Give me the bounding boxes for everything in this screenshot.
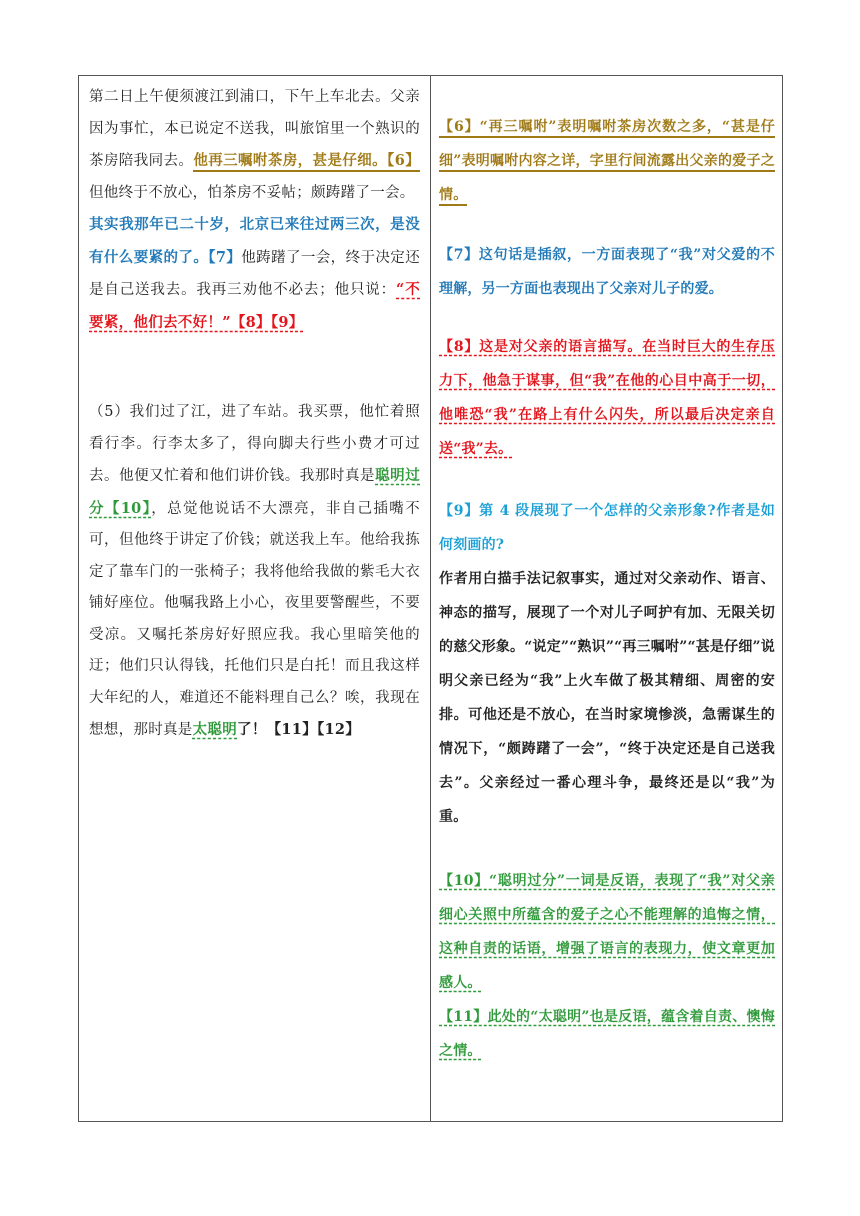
p5-highlight-10: 聪明过分【10】 bbox=[89, 467, 420, 517]
note-9-answer: 作者用白描手法记叙事实，通过对父亲动作、语言、神态的描写，展现了一个对儿子呵护有加、无限关切的慈父形象。“说定”“熟识”“再三嘱咐”“甚是仔细”说明父亲已经为“我”上火车做了极其精细、周密的安排。可他还是不放心，在当时家境惨淡，急需谋生的情况下，“颇踌躇了一会”，“终于决定还是自己送我去”。父亲经过一番心理斗争，最终还是以“我”为重。 bbox=[439, 571, 775, 825]
text-column bbox=[79, 76, 430, 747]
note-8-text: 【8】这是对父亲的语言描写。在当时巨大的生存压力下，他急于谋事，但“我”在他的心目中高于一切，他唯恐“我”在路上有什么闪失，所以最后决定亲自送“我”去。 bbox=[439, 339, 775, 457]
p4-text-a: 第二日上午便须渡江到浦口，下午上车北去。父亲因为事忙，本已说定不送我，叫旅馆里一个熟识的茶房陪我同去。 bbox=[89, 89, 420, 169]
note-11-text: 【11】此处的“太聪明”也是反语，蕴含着自责、懊悔之情。 bbox=[439, 1009, 775, 1059]
p4-text-b: 但他终于不放心，怕茶房不妥帖；颇踌躇了一会。 bbox=[89, 184, 415, 201]
p4-text-c: 他踌躇了一会，终于决定还是自己送我去。我再三劝他不必去；他只说： bbox=[89, 249, 420, 298]
p4-highlight-6: 他再三嘱咐茶房，甚是仔细。【6】 bbox=[193, 152, 420, 172]
paragraph-4 bbox=[89, 82, 420, 339]
note-9-question: 【9】第 4 段展现了一个怎样的父亲形象?作者是如何刻画的? bbox=[439, 503, 775, 553]
note-10 bbox=[439, 864, 775, 1000]
p5-highlight-11: 太聪明 bbox=[192, 721, 238, 738]
paragraph-5 bbox=[89, 397, 420, 747]
note-8 bbox=[439, 330, 775, 466]
p5-text-a: （5）我们过了江，进了车站。我买票，他忙着照看行李。行李太多了，得向脚夫行些小费才可过去。他便又忙着和他们讲价钱。我那时真是 bbox=[89, 404, 420, 484]
note-6 bbox=[439, 110, 775, 212]
note-11 bbox=[439, 1000, 775, 1068]
p5-text-b: ，总觉他说话不大漂亮，非自己插嘴不可，但他终于讲定了价钱；就送我上车。他给我拣定了靠车门的一张椅子；我将他给我做的紫毛大衣铺好座位。他嘱我路上小心，夜里要警醒些，不要受凉。又嘱托茶房好好照应我。我心里暗笑他的迂；他们只认得钱，托他们只是白托！而且我这样大年纪的人，难道还不能料理自己么？唉，我现在想想，那时真是 bbox=[89, 500, 420, 738]
note-6-text: 【6】“再三嘱咐”表明嘱咐茶房次数之多，“甚是仔细”表明嘱咐内容之详，字里行间流露出父亲的爱子之情。 bbox=[439, 119, 775, 206]
p4-highlight-8: “不要紧，他们去不好！”【8】【9】 bbox=[89, 281, 420, 331]
p5-text-c: 了！【11】【12】 bbox=[237, 721, 361, 738]
notes-column bbox=[431, 76, 783, 1068]
annotation-table bbox=[78, 75, 783, 1122]
p4-highlight-7: 其实我那年已二十岁，北京已来往过两三次，是没有什么要紧的了。【7】 bbox=[89, 216, 420, 266]
note-10-text: 【10】“聪明过分”一词是反语，表现了“我”对父亲细心关照中所蕴含的爱子之心不能理解的追悔之情，这种自责的话语，增强了语言的表现力，使文章更加感人。 bbox=[439, 873, 775, 991]
note-7: 【7】这句话是插叙，一方面表现了“我”对父爱的不理解，另一方面也表现出了父亲对儿子的爱。 bbox=[439, 247, 775, 297]
